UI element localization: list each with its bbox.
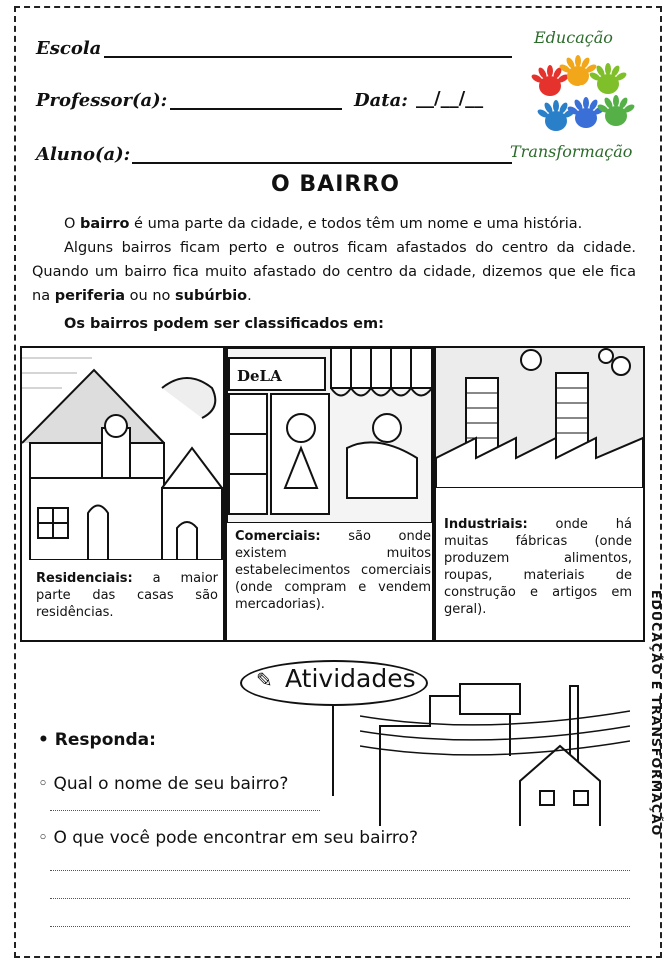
hand-print-icon [566, 97, 605, 128]
term-suburbio: subúrbio [175, 288, 248, 304]
intro-paragraph-3: Os bairros podem ser classificados em: [64, 316, 384, 332]
student-field[interactable] [132, 162, 512, 164]
panel-industrial [434, 346, 645, 642]
industrial-title: Industriais: [444, 517, 528, 532]
badge-post [332, 706, 334, 796]
commercial-description: Comerciais: são onde existem muitos estabelecimentos comerciais (onde compram e vendem mercadorias). [235, 529, 431, 612]
neighborhood-types [20, 346, 645, 642]
answer-2-line-3[interactable] [50, 926, 630, 927]
panel-residential [20, 346, 225, 642]
question-2: ◦ O que você pode encontrar em seu bairro? [38, 828, 418, 848]
activities-title: Atividades [285, 664, 416, 693]
panel-commercial [225, 346, 434, 642]
teacher-field[interactable] [170, 108, 342, 110]
answer-2-line-2[interactable] [50, 898, 630, 899]
question-1: ◦ Qual o nome de seu bairro? [38, 774, 289, 794]
pencil-icon: ✎ [256, 668, 273, 692]
hand-print-icon [536, 100, 575, 131]
intro-paragraph-2: Alguns bairros ficam perto e outros ficam afastados do centro da cidade. Quando um bairro fica muito afastado do centro da cidade, dizemos que ele fica na periferia ou no subúrbio. [32, 240, 636, 304]
page-title: O BAIRRO [271, 172, 400, 197]
logo-bottom-text: Transformação [510, 142, 633, 161]
respond-instruction: • Responda: [38, 730, 156, 750]
industrial-factory-illustration [436, 348, 643, 488]
residential-description: Residenciais: a maior parte das casas são residências. [36, 571, 218, 620]
intro-paragraph-1: O bairro é uma parte da cidade, e todos têm um nome e uma história. [64, 216, 583, 232]
term-bairro: bairro [80, 216, 130, 232]
date-label: Data: [354, 90, 408, 111]
residential-houses-illustration [22, 348, 223, 560]
commercial-title: Comerciais: [235, 529, 321, 544]
shop-sign: DeLA [237, 367, 282, 385]
logo-top-text: Educação [534, 28, 613, 47]
answer-2-line-1[interactable] [50, 870, 630, 871]
hand-print-icon [596, 95, 635, 126]
residential-title: Residenciais: [36, 571, 133, 586]
school-field[interactable] [104, 56, 512, 58]
industrial-description: Industriais: onde há muitas fábricas (onde produzem alimentos, roupas, materiais de construção e artigos em geral). [444, 517, 632, 617]
educacao-transformacao-logo [508, 26, 658, 166]
term-periferia: periferia [54, 288, 126, 304]
date-field[interactable]: __/__/__ [416, 88, 484, 109]
side-watermark: EDUCAÇÃO E TRANSFORMAÇÃO [649, 590, 664, 837]
town-lines-illustration [360, 676, 630, 826]
answer-1-line[interactable] [50, 810, 320, 811]
teacher-label: Professor(a): [36, 90, 168, 111]
commercial-shop-illustration [227, 348, 432, 523]
school-label: Escola [36, 38, 102, 59]
student-label: Aluno(a): [36, 144, 131, 165]
logo-middle-text: e [577, 81, 585, 96]
